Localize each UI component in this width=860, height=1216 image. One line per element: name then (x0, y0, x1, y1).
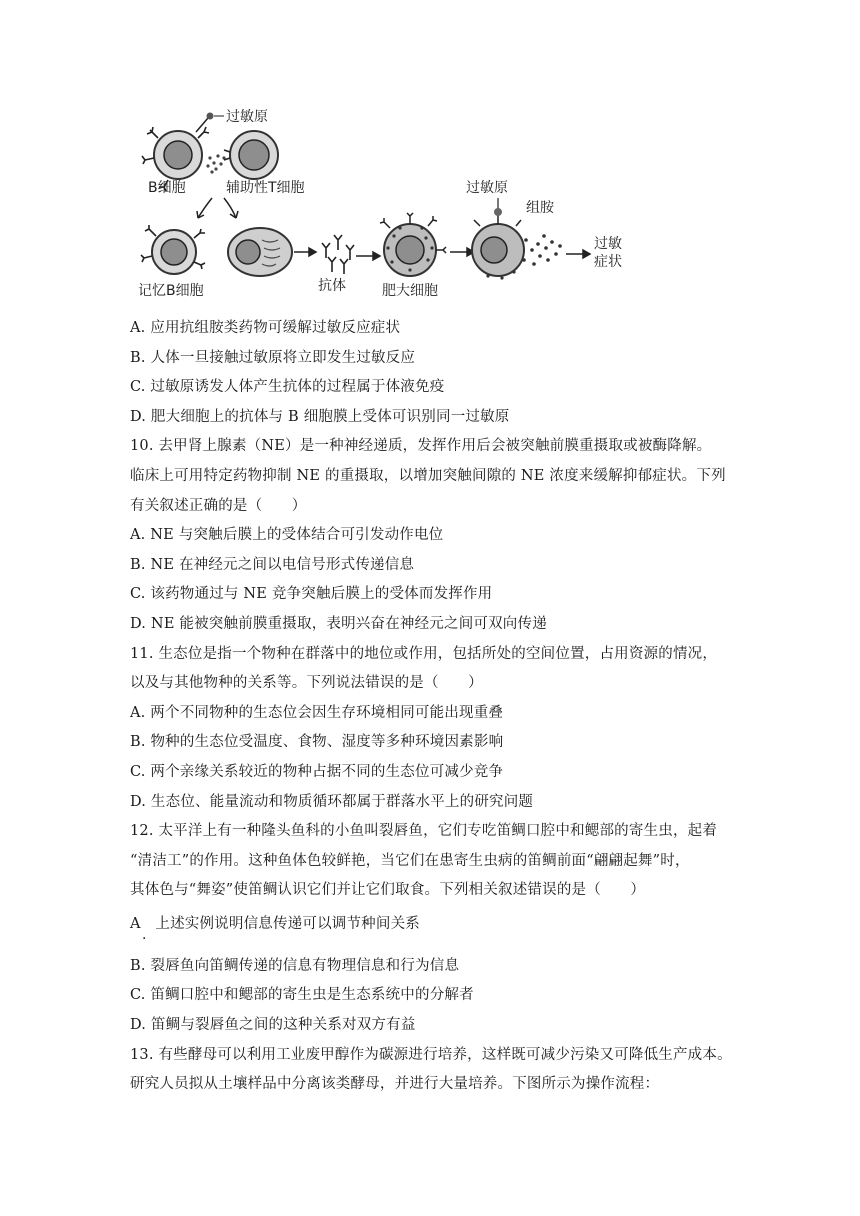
q9-option-a: A. 应用抗组胺类药物可缓解过敏反应症状 (130, 320, 401, 336)
q13-stem-line-2: 研究人员拟从土壤样品中分离该类酵母，并进行大量培养。下图所示为操作流程： (130, 1076, 660, 1093)
q11-option-b: B. 物种的生态位受温度、食物、湿度等多种环境因素影响 (130, 734, 504, 751)
q10-stem-line-3: 有关叙述正确的是（ ） (130, 497, 307, 514)
q12-stem-line-2: “清洁工”的作用。这种鱼体色较鲜艳，当它们在患寄生虫病的笛鲷前面“翩翩起舞”时， (130, 852, 690, 869)
q12-option-a: A 上述实例说明信息传递可以调节种间关系 (130, 915, 420, 932)
q12-option-c: C. 笛鲷口腔中和鳃部的寄生虫是生态系统中的分解者 (130, 987, 474, 1004)
q10-stem-line-1: 10. 去甲肾上腺素（NE）是一种神经递质，发挥作用后会被突触前膜重摄取或被酶降解。 (130, 438, 712, 455)
histamine-label: 组胺 (526, 200, 554, 216)
memory-b-label: 记忆B细胞 (138, 283, 204, 299)
allergy-pathway-figure (128, 100, 648, 300)
q11-stem-line-2: 以及与其他物种的关系等。下列说法错误的是（ ） (130, 675, 483, 692)
branch-arrows (197, 198, 238, 218)
q9-option-b: B. 人体一旦接触过敏原将立即发生过敏反应 (130, 349, 416, 366)
mast-cell-drawing (380, 213, 446, 276)
helper-t-label: 辅助性T细胞 (226, 180, 305, 196)
q11-option-d: D. 生态位、能量流动和物质循环都属于群落水平上的研究问题 (130, 793, 534, 810)
q12-stem-line-1: 12. 太平洋上有一种隆头鱼科的小鱼叫裂唇鱼，它们专吃笛鲷口腔中和鳃部的寄生虫，起着 (130, 823, 718, 840)
cytokine-dots (206, 154, 225, 173)
q12-stem-line-3: 其体色与“舞姿”使笛鲷认识它们并让它们取食。下列相关叙述错误的是（ ） (130, 882, 646, 899)
plasma-cell-drawing (228, 228, 292, 276)
q11-option-c: C. 两个亲缘关系较近的物种占据不同的生态位可减少竞争 (130, 763, 504, 780)
antibody-drawings (322, 235, 354, 274)
q12-option-a-row (130, 906, 750, 952)
flow-arrow-2 (450, 248, 474, 256)
q10-option-c: C. 该药物通过与 NE 竞争突触后膜上的受体而发挥作用 (130, 586, 493, 603)
q10-option-a: A. NE 与突触后膜上的受体结合可引发动作电位 (130, 527, 444, 544)
symptom-label-line2: 症状 (594, 254, 622, 270)
question-text (130, 314, 750, 1100)
q12-option-a-dot: · (142, 930, 147, 947)
q10-option-b: B. NE 在神经元之间以电信号形式传递信息 (130, 556, 415, 573)
q12-option-b: B. 裂唇鱼向笛鲷传递的信息有物理信息和行为信息 (130, 957, 460, 974)
helper-t-cell-drawing (224, 131, 278, 179)
q12-option-d: D. 笛鲷与裂唇鱼之间的这种关系对双方有益 (130, 1017, 416, 1034)
q10-option-d: D. NE 能被突触前膜重摄取，表明兴奋在神经元之间可双向传递 (130, 615, 547, 632)
mast-cell-label: 肥大细胞 (382, 283, 438, 299)
symptom-label-line1: 过敏 (594, 236, 622, 252)
flow-arrow-3 (566, 250, 590, 258)
memory-b-cell-drawing (141, 225, 205, 274)
allergen-label-top: 过敏原 (226, 109, 268, 125)
antibody-label: 抗体 (318, 278, 346, 294)
q13-stem-line-1: 13. 有些酵母可以利用工业废甲醇作为碳源进行培养，这样既可减少污染又可降低生产成本。 (130, 1046, 732, 1063)
q9-option-c: C. 过敏原诱发人体产生抗体的过程属于体液免疫 (130, 379, 445, 396)
q10-stem-line-2: 临床上可用特定药物抑制 NE 的重摄取，以增加突触间隙的 NE 浓度来缓解抑郁症状。下列 (130, 467, 726, 484)
q11-stem-line-1: 11. 生态位是指一个物种在群落中的地位或作用，包括所处的空间位置，占用资源的情况， (130, 645, 718, 662)
flow-arrow-1 (294, 248, 380, 260)
q9-option-d: D. 肥大细胞上的抗体与 B 细胞膜上受体可识别同一过敏原 (130, 408, 510, 425)
b-cell-label: B细胞 (148, 180, 186, 196)
allergen-label-right: 过敏原 (466, 180, 508, 196)
q11-option-a: A. 两个不同物种的生态位会因生存环境相同可能出现重叠 (130, 704, 504, 721)
allergy-diagram (128, 100, 648, 300)
